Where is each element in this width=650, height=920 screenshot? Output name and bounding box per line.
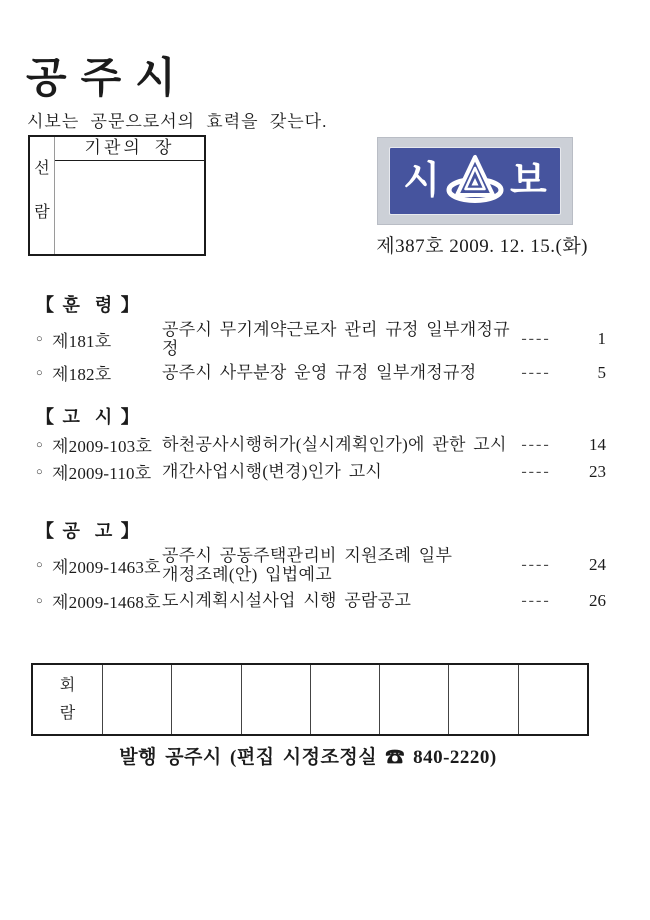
page-number: 5 [597, 362, 606, 382]
row-bullet: ○ [36, 333, 43, 345]
circulation-empty-cell [449, 665, 518, 734]
leader-dashes: ---- [521, 435, 551, 453]
section-announcements [36, 520, 606, 615]
doc-number: 제182호 [52, 365, 112, 384]
city-emblem-icon [442, 154, 508, 208]
page-number: 14 [589, 434, 606, 454]
toc-row [36, 432, 606, 457]
doc-number: 제2009-1468호 [52, 593, 161, 612]
page-number: 1 [597, 329, 606, 348]
section-notices [36, 406, 606, 486]
doc-title-text [162, 546, 510, 584]
circulation-empty-cell [380, 665, 449, 734]
circulation-empty-cell [172, 665, 241, 734]
page-number: 23 [589, 461, 606, 481]
circulation-table [31, 663, 589, 736]
toc-row [36, 459, 606, 484]
row-bullet: ○ [36, 594, 43, 607]
doc-number: 제2009-1463호 [52, 557, 161, 577]
row-bullet: ○ [36, 366, 43, 379]
row-bullet: ○ [36, 559, 43, 571]
doc-title-line2: 개정조례(안) 입법예고 [162, 565, 332, 584]
circulation-empty-cell [519, 665, 587, 734]
approval-signature-area [55, 161, 204, 254]
approval-main-column [55, 137, 204, 254]
circulation-empty-cell [242, 665, 311, 734]
circulation-empty-cell [103, 665, 172, 734]
row-bullet: ○ [36, 438, 43, 451]
doc-title-text: 개간사업시행(변경)인가 고시 [162, 462, 383, 481]
doc-number: 제2009-103호 [52, 437, 153, 456]
section-directives [36, 294, 606, 387]
logo-right-char: 보 [510, 160, 547, 202]
doc-title-text: 공주시 무기계약근로자 관리 규정 일부개정규정 [162, 320, 510, 358]
approval-stamp-box [28, 135, 206, 256]
circulation-char-top: 회 [59, 676, 76, 694]
doc-title-text: 공주시 사무분장 운영 규정 일부개정규정 [162, 363, 477, 382]
approval-side-column [30, 137, 55, 254]
leader-dashes: ---- [521, 556, 551, 573]
doc-title-text: 도시계획시설사업 시행 공람공고 [162, 591, 412, 610]
gazette-subtitle: 시보는 공문으로서의 효력을 갖는다. [27, 112, 328, 131]
doc-number: 제2009-110호 [52, 464, 152, 483]
approval-side-char-top: 선 [34, 160, 50, 177]
leader-dashes: ---- [521, 363, 551, 381]
gazette-logo-frame [377, 137, 573, 225]
leader-dashes: ---- [521, 591, 551, 609]
doc-title-text: 하천공사시행허가(실시계획인가)에 관한 고시 [162, 435, 507, 454]
publisher-footer: 발행 공주시 (편집 시정조정실 ☎ 840-2220) [119, 747, 497, 768]
logo-left-char: 시 [403, 160, 440, 202]
section-heading: 【 훈 령 】 [36, 295, 141, 315]
row-bullet: ○ [36, 465, 43, 478]
section-heading: 【 고 시 】 [36, 407, 141, 427]
circulation-empty-cell [311, 665, 380, 734]
circulation-label-cell [33, 665, 103, 734]
page-number: 26 [589, 590, 606, 610]
doc-title-line1: 공주시 공동주택관리비 지원조례 일부 [162, 546, 453, 565]
section-heading: 【 공 고 】 [36, 521, 141, 541]
approval-side-char-bottom: 람 [34, 204, 50, 221]
circulation-char-bottom: 람 [59, 704, 76, 722]
leader-dashes: ---- [521, 462, 551, 480]
approval-header: 기관의 장 [55, 137, 204, 161]
doc-number: 제181호 [52, 331, 112, 351]
page-number: 24 [589, 555, 606, 574]
leader-dashes: ---- [521, 330, 551, 347]
toc-row [36, 320, 606, 358]
page-title: 공주시 [26, 56, 190, 102]
issue-number-date: 제387호 2009. 12. 15.(화) [376, 236, 588, 257]
toc-row [36, 360, 606, 385]
gazette-logo-plate [389, 147, 561, 215]
toc-row [36, 546, 606, 584]
toc-row [36, 588, 606, 613]
